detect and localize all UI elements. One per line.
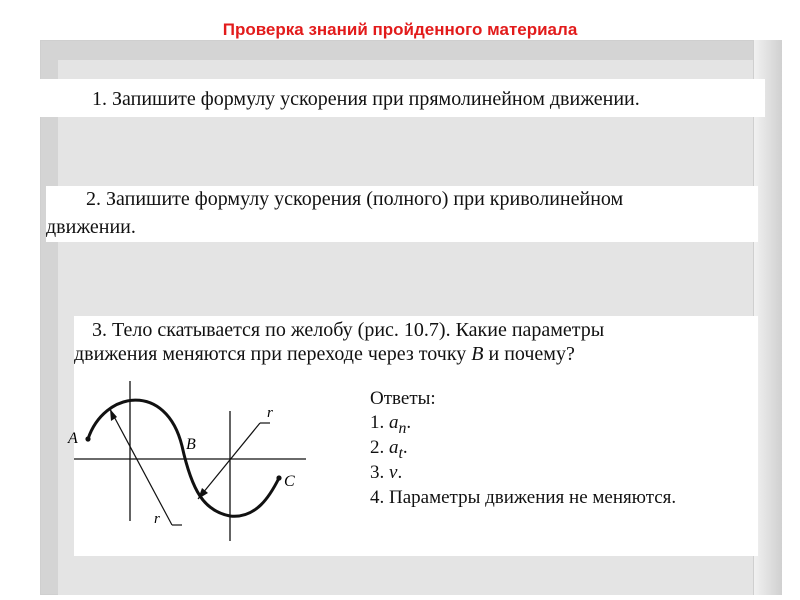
question-3-line-2 [74, 342, 575, 367]
radius-line-bottom [110, 409, 172, 525]
label-point-c: C [284, 473, 295, 490]
point-a-dot [85, 436, 90, 441]
slide-title: Проверка знаний пройденного материала [222, 20, 578, 39]
question-2-line-1: 2. Запишите формулу ускорения (полного) при криволинейном [86, 188, 624, 210]
answer-1: 1. $a_n$. [370, 412, 412, 437]
trough-curve [88, 400, 279, 516]
label-point-b: B [186, 436, 196, 453]
question-1-card [40, 79, 765, 117]
radius-line-top [198, 423, 260, 499]
decorative-stripe [754, 40, 782, 595]
question-3-card [68, 316, 758, 556]
label-radius-top: r [267, 405, 273, 421]
answer-4: 4. Параметры движения не меняются. [370, 487, 677, 508]
point-c-dot [276, 475, 281, 480]
label-point-a: A [68, 430, 78, 447]
answers-title: Ответы: [370, 388, 436, 409]
answer-2: 2. $a_t$. [370, 437, 408, 462]
answer-3: 3. v. [370, 462, 403, 483]
question-1-text: 1. Запишите формулу ускорения при прямолинейном движении. [92, 88, 640, 110]
question-3-line-2-prefix: движения меняются при переходе через точку [74, 343, 467, 365]
question-2-card [46, 186, 758, 242]
point-b-reference: B [471, 343, 484, 365]
question-3-line-2-suffix: и почему? [488, 343, 575, 365]
question-2-line-2: движении. [46, 216, 136, 238]
label-radius-bottom: r [154, 511, 160, 527]
question-3-line-1: 3. Тело скатывается по желобу (рис. 10.7). Какие параметры [92, 319, 605, 341]
figure-trough-diagram [68, 371, 364, 556]
